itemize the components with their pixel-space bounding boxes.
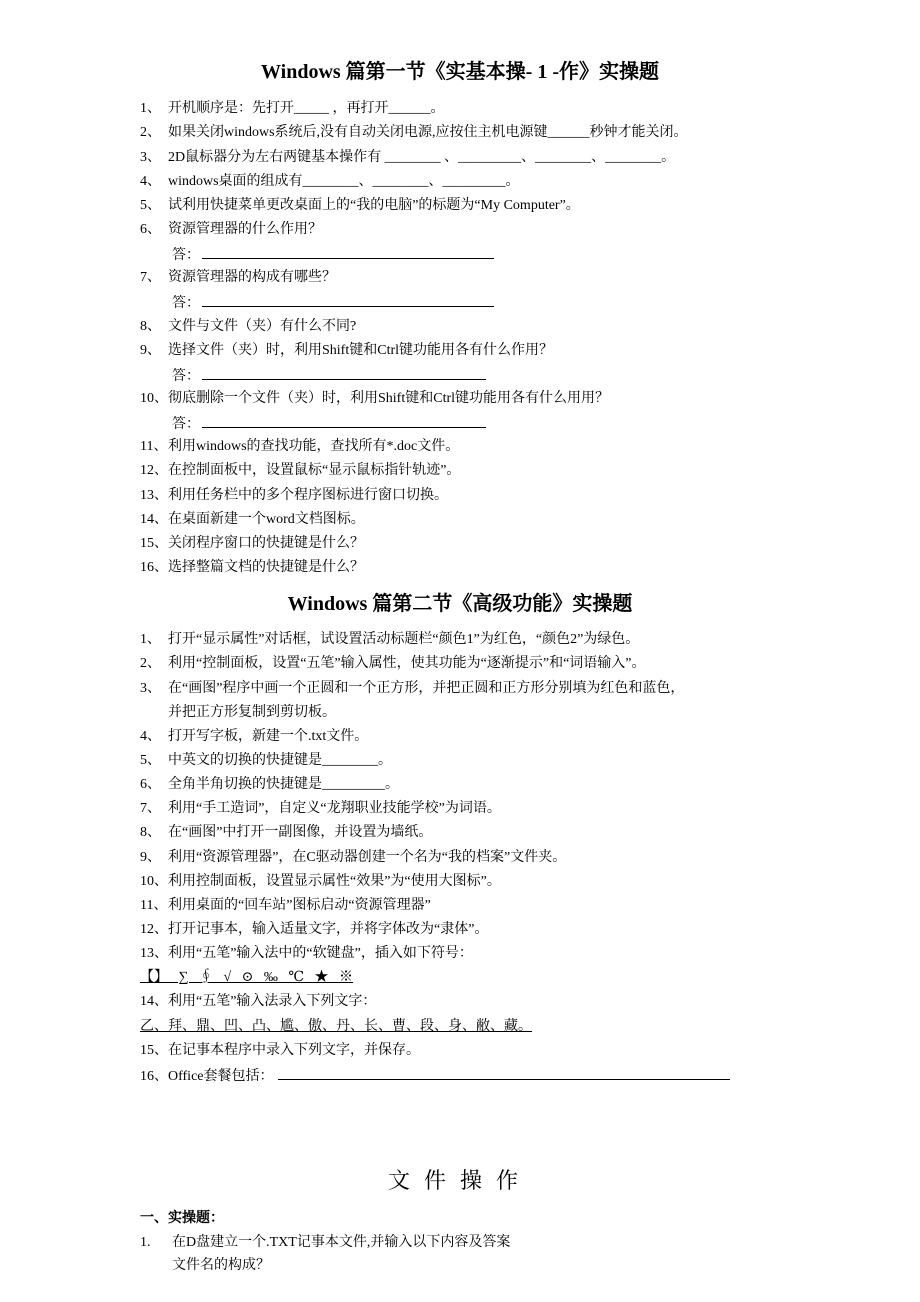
item-text: 在记事本程序中录入下列文字，并保存。 xyxy=(168,1043,420,1058)
item-text: 如果关闭windows系统后,没有自动关闭电源,应按住主机电源键______秒钟才能关闭。 xyxy=(168,125,688,140)
item-text: 关闭程序窗口的快捷键是什么？ xyxy=(168,536,364,551)
list-item xyxy=(140,823,432,843)
list-item xyxy=(140,1041,420,1061)
answer-blank xyxy=(278,1065,730,1080)
item-text: Office套餐包括： xyxy=(168,1069,274,1084)
item-number: 3、 xyxy=(140,150,161,165)
list-item xyxy=(140,534,364,554)
list-item xyxy=(140,461,460,481)
list-item xyxy=(140,123,688,143)
answer-line xyxy=(172,365,486,387)
item-number: 4、 xyxy=(140,729,161,744)
item-text: 在控制面板中，设置鼠标“显示鼠标指针轨迹”。 xyxy=(168,463,461,478)
list-item xyxy=(140,848,566,868)
list-item xyxy=(140,196,580,216)
list-item xyxy=(140,896,431,916)
item-number: 6、 xyxy=(140,777,161,792)
item-text: 利用桌面的“回车站”图标启动“资源管理器” xyxy=(168,898,431,913)
list-item xyxy=(140,510,365,530)
item-text: 利用“五笔”输入法录入下列文字： xyxy=(168,994,377,1009)
answer-label: 答： xyxy=(172,417,200,432)
item-text: 在D盘建立一个.TXT记事本文件,并输入以下内容及答案 xyxy=(172,1235,511,1250)
answer-blank xyxy=(202,413,486,428)
item-text: 利用windows的查找功能，查找所有*.doc文件。 xyxy=(168,439,460,454)
item-number: 2、 xyxy=(140,125,161,140)
list-item xyxy=(140,944,473,964)
list-item xyxy=(140,220,322,240)
item-text: 选择文件（夹）时，利用Shift键和Ctrl键功能用各有什么作用？ xyxy=(168,343,554,358)
item-text: 资源管理器的构成有哪些？ xyxy=(168,270,336,285)
item-number: 11、 xyxy=(140,439,168,454)
chars-row: 乙、拜、鼎、凹、凸、尴、傲、丹、长、曹、段、身、敝、藏。 xyxy=(140,1019,532,1034)
item-text: 打开记事本，输入适量文字，并将字体改为“隶体”。 xyxy=(168,922,489,937)
list-item xyxy=(140,751,392,771)
item-text: 利用控制面板，设置显示属性“效果”为“使用大图标”。 xyxy=(168,874,501,889)
item-text: 在“画图”程序中画一个正圆和一个正方形，并把正圆和正方形分别填为红色和蓝色， xyxy=(168,681,685,696)
item-text: 利用“手工造词”，自定义“龙翔职业技能学校”为词语。 xyxy=(168,801,501,816)
list-item xyxy=(140,992,376,1012)
item-text: 打开写字板，新建一个.txt文件。 xyxy=(168,729,369,744)
item-number: 8、 xyxy=(140,319,161,334)
item-number: 13、 xyxy=(140,946,168,961)
list-item xyxy=(140,775,399,795)
item-number: 9、 xyxy=(140,850,161,865)
list-item xyxy=(140,172,520,192)
answer-label: 答： xyxy=(172,369,200,384)
list-item xyxy=(140,317,356,337)
item-number: 1、 xyxy=(140,632,161,647)
item-number: 6、 xyxy=(140,222,161,237)
item-number: 15、 xyxy=(140,1043,168,1058)
list-item xyxy=(140,872,501,892)
item-number: 1、 xyxy=(140,101,161,116)
item-text: 选择整篇文档的快捷键是什么？ xyxy=(168,560,364,575)
item-text: 在桌面新建一个word文档图标。 xyxy=(168,512,365,527)
list-item xyxy=(140,389,609,409)
item-text: 资源管理器的什么作用？ xyxy=(168,222,322,237)
item-number: 9、 xyxy=(140,343,161,358)
item-number: 2、 xyxy=(140,656,161,671)
item-number: 4、 xyxy=(140,174,161,189)
item-number: 12、 xyxy=(140,463,168,478)
section-heading: 一、实操题： xyxy=(140,1211,224,1226)
item-number: 14、 xyxy=(140,512,168,527)
list-item xyxy=(140,341,553,361)
item-text: 打开“显示属性”对话框，试设置活动标题栏“颜色1”为红色，“颜色2”为绿色。 xyxy=(168,632,640,647)
answer-blank xyxy=(202,365,486,380)
list-item xyxy=(140,727,368,747)
answer-line xyxy=(172,292,494,314)
item-number: 5、 xyxy=(140,753,161,768)
list-item xyxy=(140,1065,730,1087)
list-item xyxy=(140,268,336,288)
item-text: 并把正方形复制到剪切板。 xyxy=(168,705,336,720)
item-text: 利用“五笔”输入法中的“软键盘”，插入如下符号： xyxy=(168,946,473,961)
item-number: 12、 xyxy=(140,922,168,937)
item-number: 16、 xyxy=(140,560,168,575)
item-number: 8、 xyxy=(140,825,161,840)
list-item xyxy=(140,679,684,699)
item-text: 2D鼠标器分为左右两键基本操作有 ________ 、_________、________、________。 xyxy=(168,150,676,165)
item-number: 5、 xyxy=(140,198,161,213)
item-number: 7、 xyxy=(140,801,161,816)
item-number: 10、 xyxy=(140,391,168,406)
item-number: 11、 xyxy=(140,898,168,913)
item-number: 15、 xyxy=(140,536,168,551)
list-item xyxy=(140,920,488,940)
list-item xyxy=(140,703,336,723)
list-item xyxy=(140,654,646,674)
answer-line xyxy=(172,244,494,266)
answer-blank xyxy=(202,244,494,259)
item-text: 开机顺序是：先打开_____ ，再打开______。 xyxy=(168,101,445,116)
item-number: 16、 xyxy=(140,1069,168,1084)
item-text: 利用任务栏中的多个程序图标进行窗口切换。 xyxy=(168,488,448,503)
item-text: 全角半角切换的快捷键是_________。 xyxy=(168,777,399,792)
item-number: 10、 xyxy=(140,874,168,889)
item-number: 1. xyxy=(140,1235,151,1250)
list-item xyxy=(140,148,675,168)
list-item-sub: 文件名的构成？ xyxy=(172,1258,270,1273)
item-text: 彻底删除一个文件（夹）时，利用Shift键和Ctrl键功能用各有什么用用？ xyxy=(168,391,610,406)
list-item xyxy=(140,437,459,457)
list-item xyxy=(140,630,639,650)
list-item xyxy=(140,558,364,578)
item-number: 3、 xyxy=(140,681,161,696)
answer-label: 答： xyxy=(172,248,200,263)
item-number: 13、 xyxy=(140,488,168,503)
answer-line xyxy=(172,413,486,435)
section2-title: Windows 篇第二节《高级功能》实操题 xyxy=(287,593,633,615)
answer-blank xyxy=(202,292,494,307)
list-item xyxy=(140,486,448,506)
section1-title: Windows 篇第一节《实基本操- 1 -作》实操题 xyxy=(261,61,659,83)
list-item xyxy=(140,799,501,819)
item-text: 利用“控制面板，设置“五笔”输入属性，使其功能为“逐渐提示”和“词语输入”。 xyxy=(168,656,646,671)
symbol-row: 【】 ∑ ∮ √ ⊙ ‰ ℃ ★ ※ xyxy=(140,970,354,985)
item-text: 利用“资源管理器”，在C驱动器创建一个名为“我的档案”文件夹。 xyxy=(168,850,567,865)
answer-label: 答： xyxy=(172,296,200,311)
item-text: windows桌面的组成有________、________、_________。 xyxy=(168,174,520,189)
list-item xyxy=(140,1233,510,1253)
item-text: 中英文的切换的快捷键是________。 xyxy=(168,753,392,768)
item-text: 在“画图”中打开一副图像，并设置为墙纸。 xyxy=(168,825,433,840)
list-item xyxy=(140,99,445,119)
item-number: 14、 xyxy=(140,994,168,1009)
item-number: 7、 xyxy=(140,270,161,285)
item-text: 文件与文件（夹）有什么不同? xyxy=(168,319,357,334)
section3-title: 文件操作 xyxy=(387,1168,532,1193)
item-text: 试利用快捷菜单更改桌面上的“我的电脑”的标题为“My Computer”。 xyxy=(168,198,580,213)
